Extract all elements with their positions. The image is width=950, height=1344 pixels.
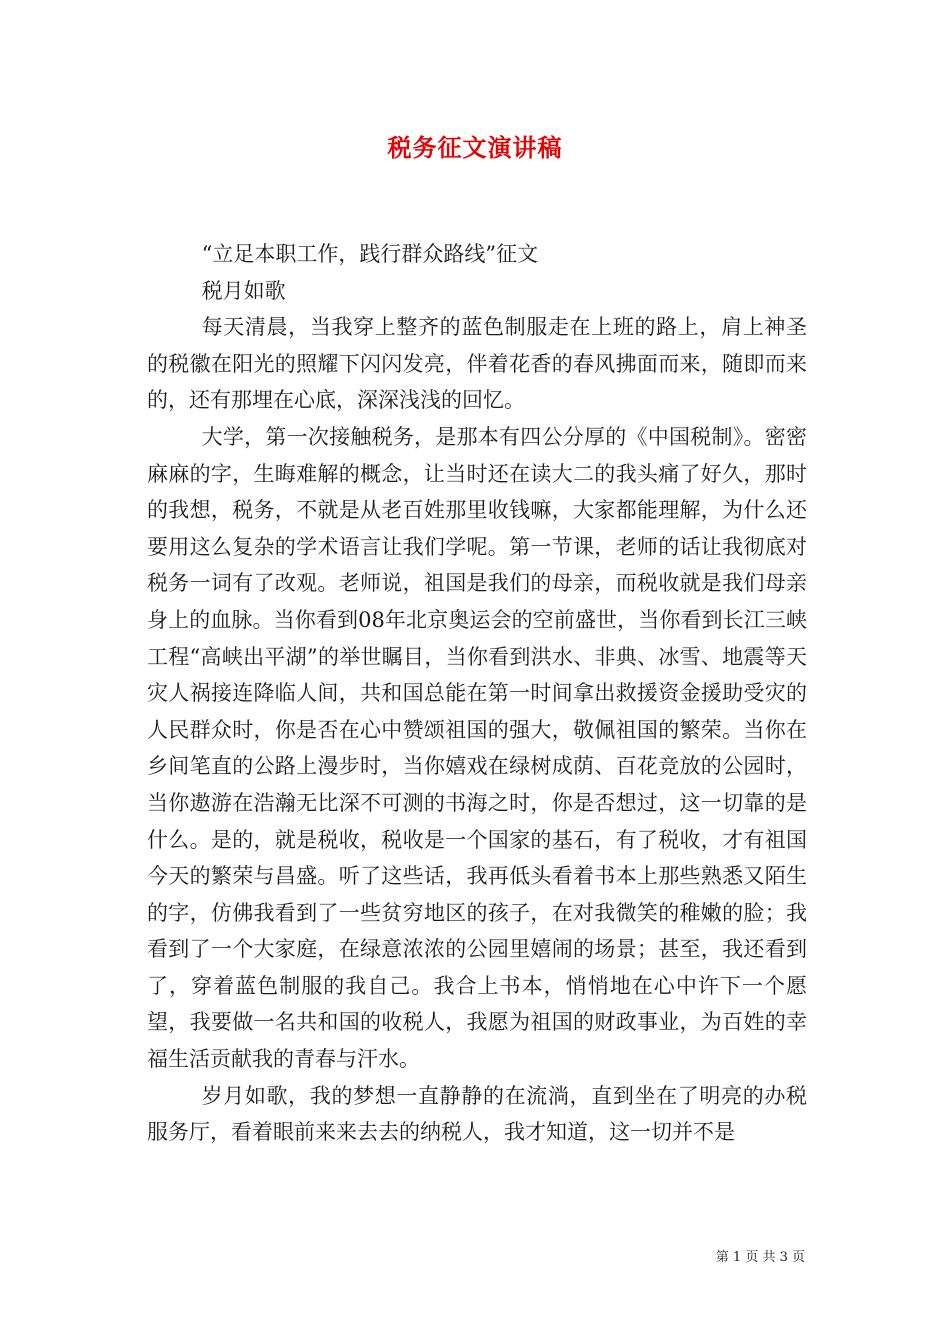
body-paragraph: 每天清晨，当我穿上整齐的蓝色制服走在上班的路上，肩上神圣的税徽在阳光的照耀下闪闪发亮，伴着花香的春风拂面而来，随即而来的，还有那埋在心底，深深浅浅的回忆。: [147, 315, 807, 413]
page-number-footer: 第 1 页 共 3 页: [715, 1250, 805, 1265]
body-paragraph: 大学，第一次接触税务，是那本有四公分厚的《中国税制》。密密麻麻的字，生晦难解的概念，让当时还在读大二的我头痛了好久，那时的我想，税务，不就是从老百姓那里收钱嘛，大家都能理解，为什么还要用这么复杂的学术语言让我们学呢。第一节课，老师的话让我彻底对税务一词有了改观。老师说，祖国是我们的母亲，而税收就是我们母亲身上的血脉。当你看到08年北京奥运会的空前盛世，当你看到长江三峡工程“高峡出平湖”的举世瞩目，当你看到洪水、非典、冰雪、地震等天灾人祸接连降临人间，共和国总能在第一时间拿出救援资金援助受灾的人民群众时，你是否在心中赞颂祖国的强大，敬佩祖国的繁荣。当你在乡间笔直的公路上漫步时，当你嬉戏在绿树成荫、百花竞放的公园时，当你遨游在浩瀚无比深不可测的书海之时，你是否想过，这一切靠的是什么。是的，就是税收，税收是一个国家的基石，有了税收，才有祖国今天的繁荣与昌盛。听了这些话，我再低头看着书本上那些熟悉又陌生的字，仿佛我看到了一些贫穷地区的孩子，在对我微笑的稚嫩的脸；我看到了一个大家庭，在绿意浓浓的公园里嬉闹的场景；甚至，我还看到了，穿着蓝色制服的我自己。我合上书本，悄悄地在心中许下一个愿望，我要做一名共和国的收税人，我愿为祖国的财政事业，为百姓的幸福生活贡献我的青春与汗水。: [147, 424, 807, 1072]
essay-subtitle: “立足本职工作，践行群众路线”征文: [201, 242, 539, 266]
body-paragraph: 岁月如歌，我的梦想一直静静的在流淌，直到坐在了明亮的办税服务厅，看着眼前来来去去的纳税人，我才知道，这一切并不是: [147, 1083, 807, 1145]
essay-heading: 税月如歌: [201, 278, 286, 303]
document-body: [147, 236, 807, 1151]
document-title: 税务征文演讲稿: [387, 133, 563, 162]
